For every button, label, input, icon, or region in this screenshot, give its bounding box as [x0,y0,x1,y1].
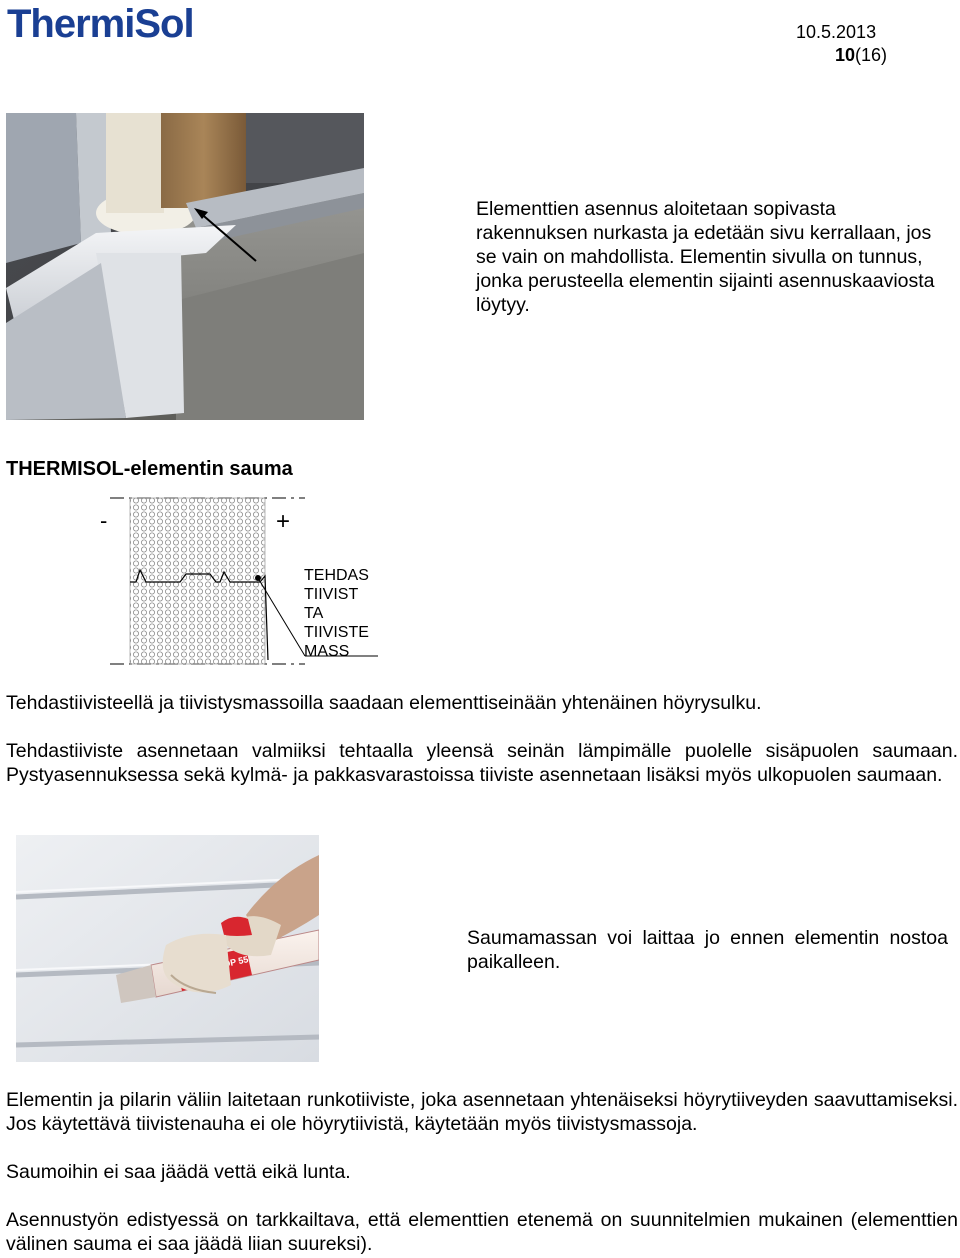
diagram-heading: THERMISOL-elementin sauma [6,458,293,480]
diagram-label-4: TIIVISTE [304,624,369,641]
paragraph-factory-seal: Tehdastiiviste asennetaan valmiiksi tehtaalla yleensä seinän lämpimälle puolelle sisäpuolen saumaan. Pystyasennuksessa sekä kylmä- ja pakkasvarastoissa tiiviste asennetaan lisäksi myös ulkopuolen saumaan. [6,740,958,786]
page-current: 10 [835,45,856,65]
diagram-label-1: TEHDAS [304,567,369,584]
sealant-caption: Saumamassan voi laittaa jo ennen elementin nostoa paikalleen. [467,927,948,973]
diagram-label-5: MASS [304,643,350,660]
paragraph-vapour-barrier: Tehdastiivisteellä ja tiivistysmassoilla saadaan elementtiseinään yhtenäinen höyrysulku. [6,692,762,714]
diagram-label-2: TIIVIST [304,586,359,603]
plus-sign: + [276,508,291,535]
section1-text: Elementtien asennus aloitetaan sopivasta rakennuksen nurkasta ja edetään sivu kerrallaan, jos se vain on mahdollista. Elementin sivulla on tunnus, jonka perusteella elementin sijainti asennuskaaviosta löytyy. [476,198,935,316]
diagram-label-3: TA [304,605,324,622]
company-logo: ThermiSol [7,2,194,46]
paragraph-monitor-progress: Asennustyön edistyessä on tarkkailtava, että elementtien etenemä on suunnitelmien mukainen (elementtien välinen sauma ei saa jäädä liian suureksi). [6,1209,958,1255]
page-total: (16) [855,45,888,65]
sealant-application-photo [16,835,319,1062]
paragraph-frame-seal: Elementin ja pilarin väliin laitetaan runkotiiviste, joka asennetaan yhtenäiseksi höyrytiiveyden saavuttamiseksi. Jos käytettävä tiivistenauha ei ole höyrytiivistä, käytetään myös tiivistysmassoja. [6,1089,958,1135]
corner-installation-photo [6,113,364,420]
corner-photo-illustration [6,113,364,420]
paragraph-no-water: Saumoihin ei saa jäädä vettä eikä lunta. [6,1161,351,1183]
page-number [835,45,887,66]
tube-label: 55 [237,954,250,967]
sealant-photo-illustration [16,835,319,1062]
document-date: 10.5.2013 [796,22,877,42]
minus-sign: - [100,508,108,533]
